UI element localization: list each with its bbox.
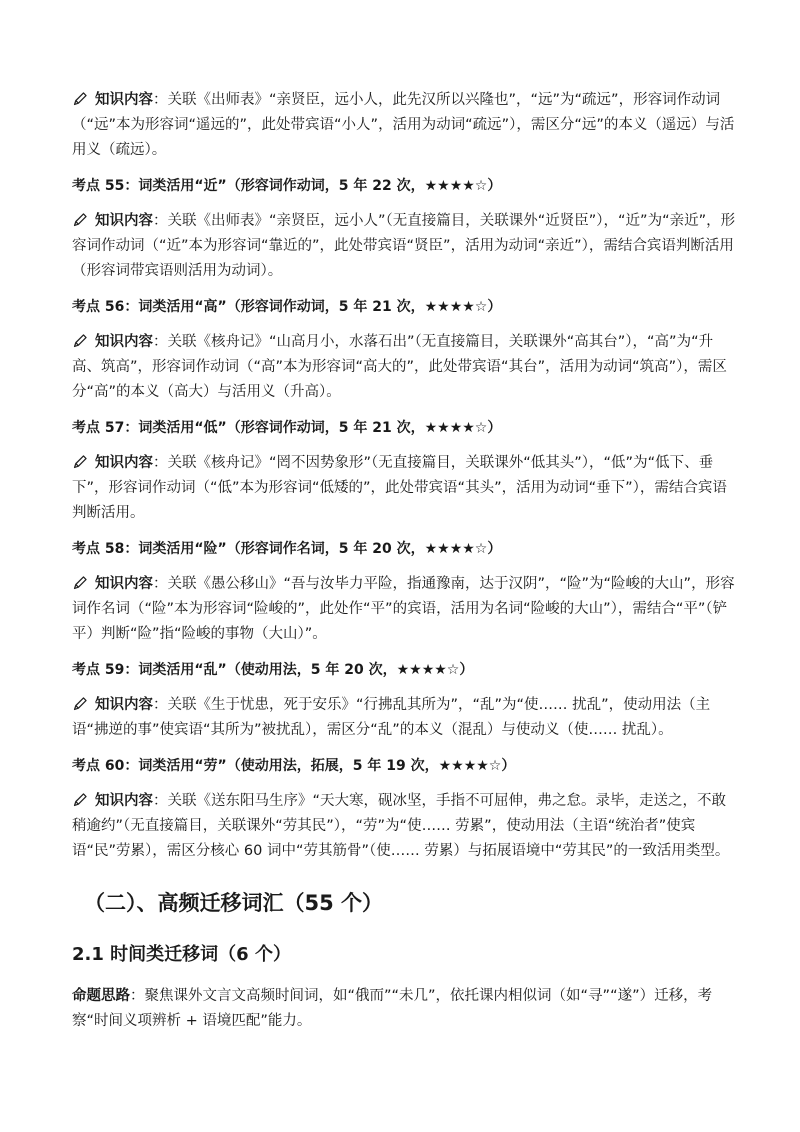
- knowledge-paragraph: [72, 88, 736, 163]
- knowledge-text: ：关联《愚公移山》“吾与汝毕力平险，指通豫南，达于汉阴”，“险”为“险峻的大山”，形容词作名词（“险”本为形容词“险峻的”，此处作“平”的宾语，活用为名词“险峻的大山”），需结合“平”（铲平）判断“险”指“险峻的事物（大山）”。: [72, 576, 735, 642]
- kaodian-heading: 考点 57：词类活用“低”（形容词作动词，5 年 21 次，★★★★☆）: [72, 420, 502, 436]
- pencil-icon: [72, 90, 89, 107]
- document-page: [72, 88, 736, 1034]
- knowledge-label: 知识内容: [95, 334, 153, 350]
- knowledge-text: ：关联《核舟记》“罔不因势象形”（无直接篇目，关联课外“低其头”），“低”为“低下、垂下”，形容词作动词（“低”本为形容词“低矮的”，此处带宾语“其头”，活用为动词“垂下”），需结合宾语判断活用。: [72, 455, 727, 521]
- knowledge-label: 知识内容: [95, 92, 153, 108]
- subsection-heading: 2.1 时间类迁移词（6 个）: [72, 944, 291, 965]
- knowledge-paragraph: [72, 330, 736, 405]
- kaodian-heading: 考点 56：词类活用“高”（形容词作动词，5 年 21 次，★★★★☆）: [72, 299, 502, 315]
- knowledge-paragraph: [72, 572, 736, 647]
- kaodian-heading: 考点 60：词类活用“劳”（使动用法，拓展，5 年 19 次，★★★★☆）: [72, 758, 516, 774]
- knowledge-text: ：关联《核舟记》“山高月小，水落石出”（无直接篇目，关联课外“高其台”），“高”为“升高、筑高”，形容词作动词（“高”本为形容词“高大的”，此处带宾语“其台”，活用为动词“筑高”），需区分“高”的本义（高大）与活用义（升高）。: [72, 334, 727, 400]
- knowledge-text: ：关联《生于忧患，死于安乐》“行拂乱其所为”，“乱”为“使…… 扰乱”，使动用法（主语“拂逆的事”使宾语“其所为”被扰乱），需区分“乱”的本义（混乱）与使动义（使…… 扰乱）。: [72, 697, 711, 738]
- pencil-icon: [72, 695, 89, 712]
- kaodian-heading: 考点 59：词类活用“乱”（使动用法，5 年 20 次，★★★★☆）: [72, 662, 474, 678]
- mingti-text: ：聚焦课外文言文高频时间词，如“俄而”“未几”，依托课内相似词（如“寻”“遂”）迁移，考察“时间义项辨析 + 语境匹配”能力。: [72, 988, 713, 1029]
- knowledge-label: 知识内容: [95, 793, 153, 809]
- pencil-icon: [72, 791, 89, 808]
- kaodian-heading: 考点 58：词类活用“险”（形容词作名词，5 年 20 次，★★★★☆）: [72, 541, 502, 557]
- knowledge-text: ：关联《送东阳马生序》“天大寒，砚冰坚，手指不可屈伸，弗之怠。录毕，走送之，不敢稍逾约”（无直接篇目，关联课外“劳其民”），“劳”为“使…… 劳累”，使动用法（主语“统治者”使宾语“民”劳累），需区分核心 60 词中“劳其筋骨”（使…… 劳累）与拓展语境中“劳其民”的一致活用类型。: [72, 793, 730, 859]
- pencil-icon: [72, 574, 89, 591]
- knowledge-label: 知识内容: [95, 455, 153, 471]
- knowledge-text: ：关联《出师表》“亲贤臣，远小人”（无直接篇目，关联课外“近贤臣”），“近”为“亲近”，形容词作动词（“近”本为形容词“靠近的”，此处带宾语“贤臣”，活用为动词“亲近”），需结合宾语判断活用（形容词带宾语则活用为动词）。: [72, 213, 736, 279]
- mingti-paragraph: [72, 984, 736, 1034]
- knowledge-text: ：关联《出师表》“亲贤臣，远小人，此先汉所以兴隆也”，“远”为“疏远”，形容词作动词（“远”本为形容词“遥远的”，此处带宾语“小人”，活用为动词“疏远”），需区分“远”的本义（遥远）与活用义（疏远）。: [72, 92, 735, 158]
- mingti-label: 命题思路: [72, 988, 130, 1004]
- knowledge-paragraph: [72, 789, 736, 864]
- kaodian-heading: 考点 55：词类活用“近”（形容词作动词，5 年 22 次，★★★★☆）: [72, 178, 502, 194]
- knowledge-label: 知识内容: [95, 576, 153, 592]
- knowledge-paragraph: [72, 451, 736, 526]
- knowledge-label: 知识内容: [95, 697, 153, 713]
- knowledge-label: 知识内容: [95, 213, 153, 229]
- pencil-icon: [72, 211, 89, 228]
- pencil-icon: [72, 453, 89, 470]
- pencil-icon: [72, 332, 89, 349]
- section-heading: （二）、高频迁移词汇（55 个）: [84, 891, 384, 915]
- knowledge-paragraph: [72, 209, 736, 284]
- knowledge-paragraph: [72, 693, 736, 743]
